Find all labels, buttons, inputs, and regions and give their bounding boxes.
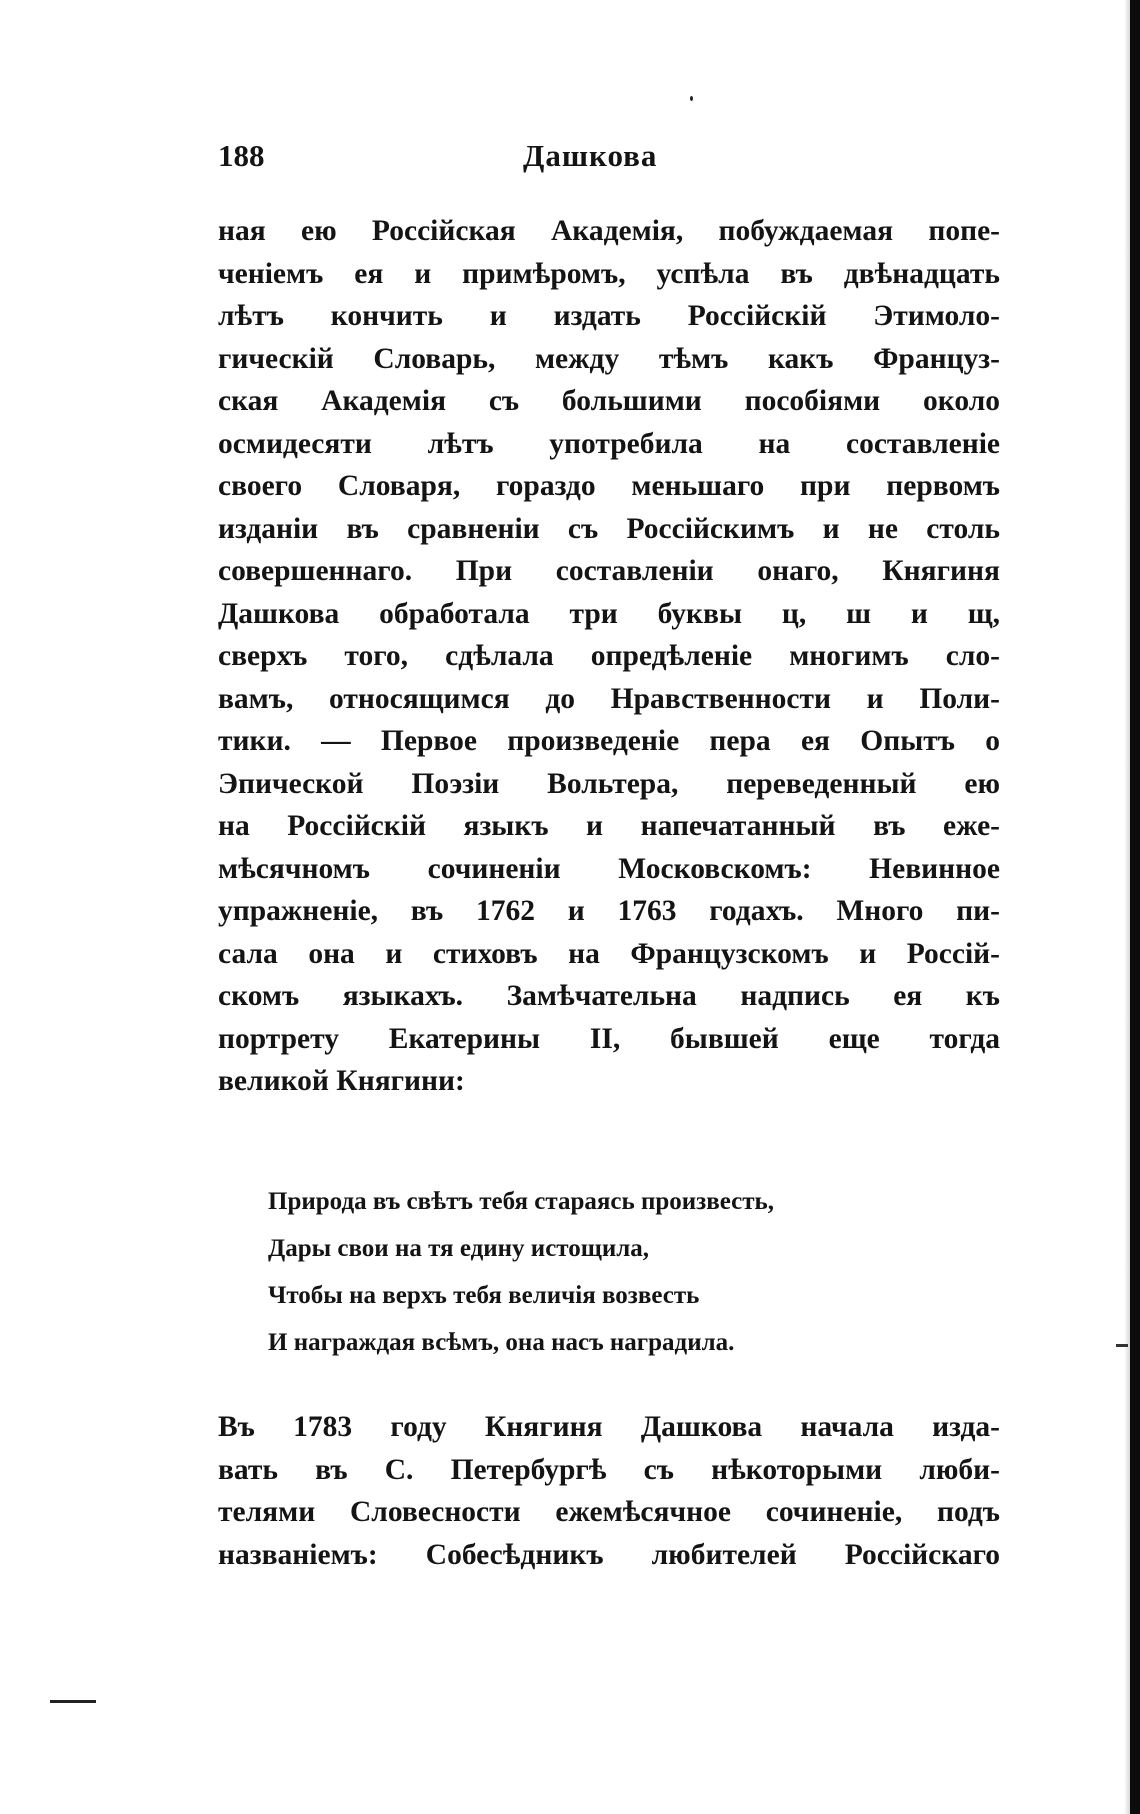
text-line: Въ 1783 году Княгиня Дашкова начала изда-: [218, 1411, 1000, 1443]
text-line: сверхъ того, сдѣлала опредѣленіе многимъ сло-: [218, 640, 1000, 672]
text-line: ченіемъ ея и примѣромъ, успѣла въ двѣнадцать: [218, 257, 1000, 290]
body-text: [218, 210, 1000, 1103]
scan-edge: [1130, 0, 1140, 1814]
text-line: своего Словаря, гораздо меньшаго при первомъ: [218, 470, 1000, 502]
scan-mark: [50, 1700, 96, 1703]
scan-mark: [1116, 1344, 1128, 1347]
text-line: осмидесяти лѣтъ употребила на составленіе: [218, 427, 1000, 460]
closing-paragraph: [218, 1406, 1000, 1576]
text-line: Эпической Поэзіи Вольтера, переведенный ею: [218, 767, 1000, 800]
text-line: совершеннаго. При составленіи онаго, Княгиня: [218, 555, 1000, 587]
text-line: ная ею Россійская Академія, побуждаемая попе-: [218, 215, 1000, 247]
text-line: гическій Словарь, между тѣмъ какъ Француз-: [218, 342, 1000, 375]
text-line: мѣсячномъ сочиненіи Московскомъ: Невинное: [218, 852, 1000, 885]
text-line: ская Академія съ большими пособіями около: [218, 385, 1000, 417]
text-line: тики. — Первое произведеніе пера ея Опытъ о: [218, 725, 1000, 757]
verse-line: Природа въ свѣтъ тебя стараясь произвесть,: [268, 1188, 774, 1215]
text-line: изданіи въ сравненіи съ Россійскимъ и не столь: [218, 512, 1000, 545]
text-line: лѣтъ кончить и издать Россійскій Этимоло-: [218, 300, 1000, 332]
verse-block: [268, 1178, 988, 1366]
scan-speck: [690, 96, 693, 101]
text-line: сала она и стиховъ на Французскомъ и Россій-: [218, 937, 1000, 970]
verse-line: Чтобы на верхъ тебя величія возвесть: [268, 1282, 700, 1309]
text-line: вать въ С. Петербургѣ съ нѣкоторыми люби-: [218, 1453, 1000, 1486]
text-line: названіемъ: Собесѣдникъ любителей Россійскаго: [218, 1538, 1000, 1571]
verse-line: И награждая всѣмъ, она насъ наградила.: [268, 1329, 735, 1356]
running-head: Дашкова: [523, 138, 658, 173]
page-header: [218, 138, 1000, 178]
text-line: упражненіе, въ 1762 и 1763 годахъ. Много пи-: [218, 895, 1000, 927]
text-line: телями Словесности ежемѣсячное сочиненіе, подъ: [218, 1496, 1000, 1528]
text-line: на Россійскій языкъ и напечатанный въ еже-: [218, 810, 1000, 842]
text-line: великой Княгини:: [218, 1065, 465, 1097]
text-line: вамъ, относящимся до Нравственности и Поли-: [218, 682, 1000, 715]
text-line: Дашкова обработала три буквы ц, ш и щ,: [218, 597, 1000, 630]
verse-line: Дары свои на тя едину истощила,: [268, 1235, 650, 1262]
page-number: 188: [218, 138, 265, 173]
text-line: портрету Екатерины II, бывшей еще тогда: [218, 1022, 1000, 1055]
text-line: скомъ языкахъ. Замѣчательна надпись ея къ: [218, 980, 1000, 1012]
